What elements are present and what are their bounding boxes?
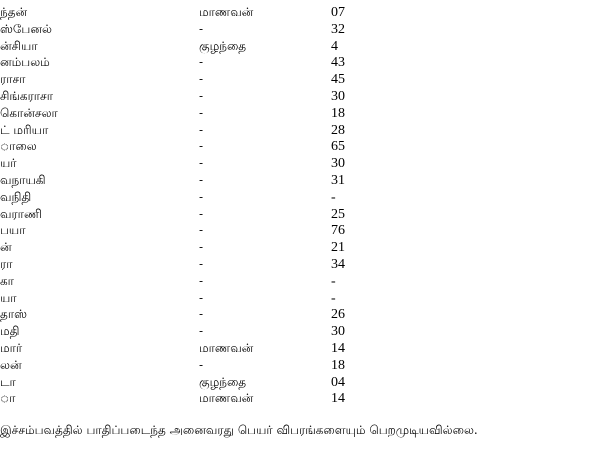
person-status: - [199,105,204,120]
person-age: 65 [331,139,345,155]
person-name: வநிதி [0,189,32,204]
person-name: சிங்கராசா [0,89,53,103]
table-row [0,323,600,340]
table-row [0,88,600,105]
table-row [0,38,600,55]
person-status: - [199,156,204,171]
person-age: 04 [331,374,345,390]
person-name: பயா [0,223,26,238]
person-status: - [199,55,204,70]
person-status: மாணவன் [199,5,254,19]
table-row [0,105,600,122]
person-name: மதி [0,324,20,339]
person-status: - [199,357,204,372]
table-row [0,273,600,290]
person-status: - [199,173,204,187]
person-status: - [199,122,204,137]
person-status: - [199,290,204,305]
table-row [0,54,600,71]
person-status: - [199,189,204,204]
person-age: 07 [331,5,345,20]
table-row [0,172,600,189]
person-name: ாலை [0,139,37,154]
person-age: - [331,189,336,205]
person-status: - [199,307,204,322]
footnote-text: இச்சம்பவத்தில் பாதிப்படைந்த அனைவரது பெயர் விபரங்களையும் பெறமுடியவில்லை. [0,423,478,437]
person-age: 31 [331,173,345,188]
person-age: 43 [331,55,345,71]
person-status: மாணவன் [199,391,254,406]
person-name: தாஸ் [0,307,27,322]
person-status: - [199,223,204,238]
person-age: 45 [331,72,345,88]
person-name: ன் [0,240,12,255]
person-name: ந்தன் [0,5,28,19]
person-name: லன் [0,357,22,372]
person-age: 30 [331,156,345,172]
person-status: - [199,206,204,221]
table-row [0,306,600,323]
table-row [0,239,600,256]
person-name: கா [0,273,14,288]
table-row [0,357,600,374]
person-age: 26 [331,307,345,323]
person-status: - [199,257,204,271]
person-age: 25 [331,206,345,222]
person-name: ா [0,391,16,406]
person-status: - [199,89,204,103]
person-age: 14 [331,341,345,356]
person-age: - [331,290,336,306]
person-age: - [331,273,336,289]
table-row [0,21,600,38]
person-status: - [199,139,204,154]
person-age: 18 [331,357,345,373]
person-age: 30 [331,89,345,104]
table-row [0,4,600,21]
table-row [0,340,600,357]
table-row [0,122,600,139]
table-row [0,374,600,391]
person-name: கொன்சலா [0,105,58,120]
table-row [0,155,600,172]
person-name: னம்பலம் [0,55,50,70]
person-status: மாணவன் [199,341,254,355]
person-status: - [199,324,204,339]
person-name: ஸ்பேனல் [0,21,52,36]
table-row [0,138,600,155]
person-age: 32 [331,21,345,37]
person-name: ன்சியா [0,38,38,53]
person-age: 30 [331,324,345,340]
person-age: 76 [331,223,345,239]
person-status: - [199,273,204,288]
person-name: ராசா [0,72,26,87]
person-status: குழந்தை [199,374,247,389]
person-name: யா [0,290,17,305]
person-age: 14 [331,391,345,407]
person-age: 18 [331,105,345,121]
table-row [0,222,600,239]
table-row [0,256,600,273]
person-name: வநாயகி [0,173,46,187]
person-age: 34 [331,257,345,272]
person-name: ட் மரியா [0,122,49,137]
table-row [0,206,600,223]
person-name: மார் [0,341,23,355]
person-status: குழந்தை [199,38,247,53]
person-status: - [199,21,204,36]
table-row [0,71,600,88]
person-status: - [199,72,204,87]
table-row [0,390,600,407]
person-name: யர் [0,156,17,171]
person-name: வராணி [0,206,42,221]
person-age: 28 [331,122,345,138]
table-row [0,189,600,206]
table-row [0,290,600,307]
person-status: - [199,240,204,255]
person-name: ரா [0,257,13,271]
person-name: டா [0,374,16,389]
person-age: 21 [331,240,345,256]
person-age: 4 [331,38,338,54]
